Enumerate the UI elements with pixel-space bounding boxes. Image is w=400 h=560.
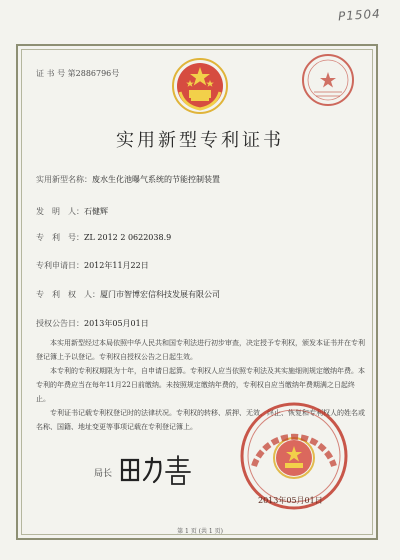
signature-icon bbox=[116, 452, 196, 486]
body-paragraph: 本实用新型经过本局依照中华人民共和国专利法进行初步审查，决定授予专利权，颁发本证书并在专利登记簿上予以登记。专利权自授权公告之日起生效。 bbox=[36, 339, 365, 361]
field-utility-model-name bbox=[36, 174, 220, 185]
field-label: 实用新型名称： bbox=[36, 175, 92, 184]
field-patentee bbox=[36, 289, 220, 300]
field-value: 2013年05月01日 bbox=[84, 319, 149, 328]
director-label: 局长 bbox=[94, 469, 113, 479]
national-emblem-icon bbox=[170, 56, 230, 116]
field-value: 2012年11月22日 bbox=[84, 261, 149, 270]
field-application-date bbox=[36, 260, 149, 271]
certificate-number-value: 第2886796号 bbox=[67, 69, 120, 78]
field-value: 厦门市智博宏信科技发展有限公司 bbox=[100, 290, 220, 299]
field-label: 发 明 人： bbox=[36, 207, 84, 216]
field-value: 废水生化池曝气系统的节能控制装置 bbox=[92, 175, 220, 184]
field-value: ZL 2012 2 0622038.9 bbox=[84, 233, 172, 242]
body-paragraph: 专利证书记载专利权登记时的法律状况。专利权的转移、质押、无效、终止、恢复和专利权人的姓名或名称、国籍、地址变更等事项记载在专利登记簿上。 bbox=[36, 409, 365, 431]
certificate-title: 实用新型专利证书 bbox=[116, 130, 284, 151]
field-label: 专 利 权 人： bbox=[36, 290, 100, 299]
field-inventor bbox=[36, 206, 108, 217]
certificate-number bbox=[36, 68, 119, 79]
page-footer: 第 1 页 (共 1 页) bbox=[177, 528, 223, 535]
field-grant-date bbox=[36, 318, 149, 329]
handwritten-note: P1504 bbox=[337, 6, 382, 24]
field-patent-number bbox=[36, 232, 171, 243]
field-value: 石健辉 bbox=[84, 207, 108, 216]
field-label: 专 利 号： bbox=[36, 233, 84, 242]
field-label: 授权公告日： bbox=[36, 319, 84, 328]
seal-date: 2013年05月01日 bbox=[258, 496, 323, 505]
official-seal-icon bbox=[300, 52, 356, 108]
field-label: 专利申请日： bbox=[36, 261, 84, 270]
certificate-number-label: 证 书 号 bbox=[36, 69, 66, 78]
body-paragraph: 本专利的专利权期限为十年，自申请日起算。专利权人应当依照专利法及其实施细则规定缴纳年费。本专利的年费应当在每年11月22日前缴纳。未按照规定缴纳年费的，专利权自应当缴纳年费期满之日起终止。 bbox=[36, 367, 365, 403]
